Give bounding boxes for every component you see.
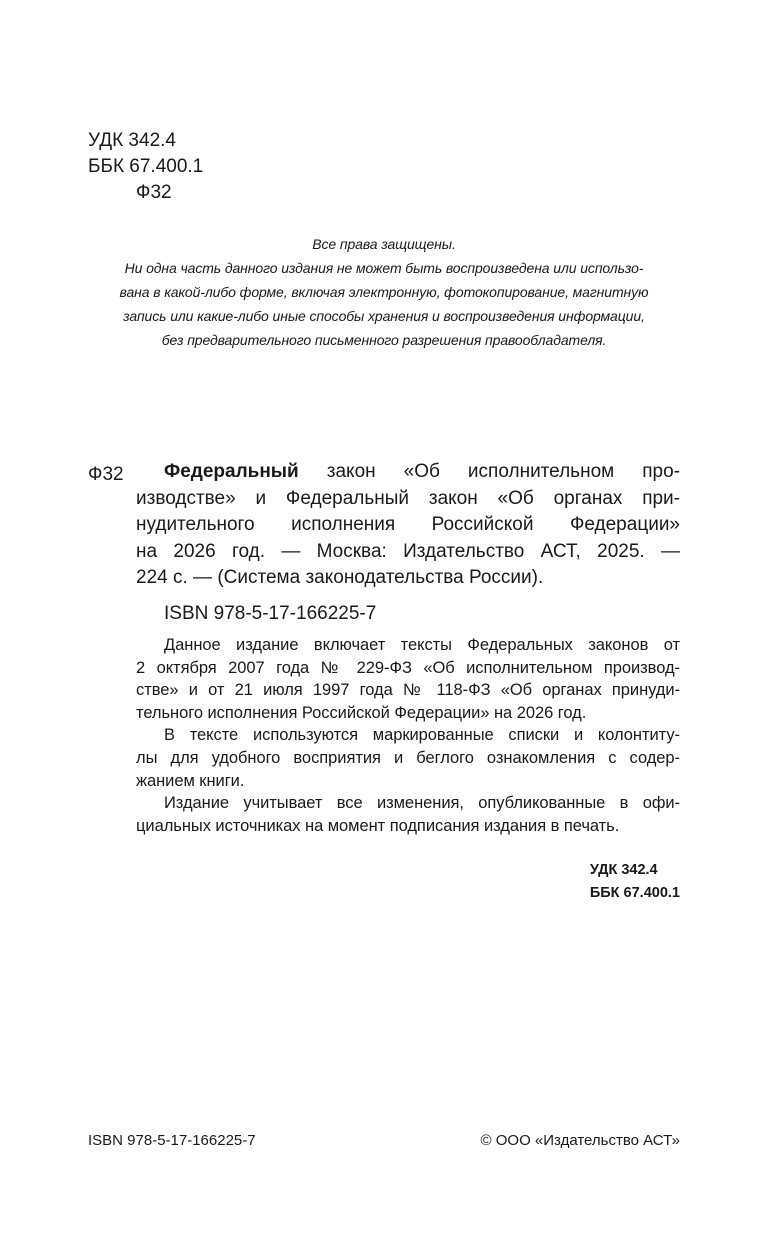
udk-code: УДК 342.4 (88, 130, 176, 151)
rights-notice (78, 232, 690, 352)
annotation-line: жанием книги. (136, 771, 245, 790)
footer-isbn: ISBN 978-5-17-166225-7 (88, 1132, 256, 1149)
rights-line: без предварительного письменного разрешения правообладателя. (161, 332, 607, 348)
entry-isbn: ISBN 978-5-17-166225-7 (164, 603, 377, 624)
entry-line: нудительного исполнения Российской Федерации» (136, 514, 680, 535)
rights-line: запись или какие-либо иные способы хранения и воспроизведения информации, (123, 308, 645, 324)
annotation-line: Данное издание включает тексты Федеральных законов от (164, 636, 680, 654)
entry-line (136, 459, 680, 486)
rights-line: вана в какой-либо форме, включая электронную, фотокопирование, магнитную (119, 284, 649, 300)
rights-line: Ни одна часть данного издания не может быть воспроизведена или использо- (124, 260, 644, 276)
bibliographic-entry (136, 459, 680, 592)
annotation-line: 2 октября 2007 года № 229-ФЗ «Об исполнительном производ- (136, 658, 680, 677)
annotation-line: В тексте используются маркированные списки и колонтиту- (164, 726, 680, 745)
entry-line: изводстве» и Федеральный закон «Об органах при- (136, 487, 680, 509)
rights-line: Все права защищены. (312, 236, 456, 252)
annotation-line: тельного исполнения Российской Федерации» на 2026 год. (136, 703, 587, 722)
annotation-line: Издание учитывает все изменения, опубликованные в офи- (164, 794, 680, 813)
annotation-line: лы для удобного восприятия и беглого ознакомления с содер- (136, 748, 680, 767)
annotation (136, 634, 680, 837)
bottom-udk-code: УДК 342.4 (589, 862, 658, 878)
entry-line: на 2026 год. — Москва: Издательство АСТ, 2025. — (136, 540, 680, 562)
bbk-code: ББК 67.400.1 (88, 156, 204, 177)
annotation-line: стве» и от 21 июля 1997 года № 118-ФЗ «Об органах принуди- (136, 681, 680, 700)
annotation-line: циальных источниках на момент подписания издания в печать. (136, 816, 620, 835)
author-sign: Ф32 (136, 182, 172, 203)
footer-copyright: © ООО «Издательство АСТ» (480, 1132, 680, 1149)
entry-title-bold: Федеральный (164, 461, 299, 482)
entry-line: 224 с. — (Система законодательства России). (136, 567, 544, 588)
bottom-bbk-code: ББК 67.400.1 (589, 885, 680, 901)
entry-author-sign: Ф32 (88, 464, 124, 485)
entry-line-rest: закон «Об исполнительном про- (298, 461, 680, 482)
bottom-classification (590, 859, 680, 905)
